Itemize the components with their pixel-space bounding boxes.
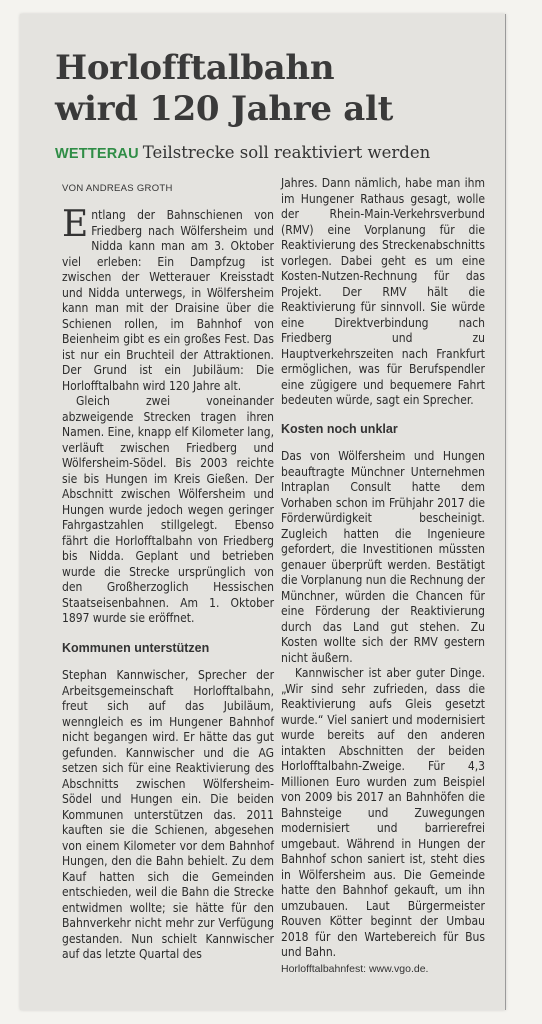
paragraph: Stephan Kannwischer, Sprecher der Arbeitsgemeinschaft Horlofftalbahn, freut sich auf das Jubiläum, wenngleich es im Hungener Bahnhof nicht begangen wird. Er hätte das gut gefunden. Kannwischer und die AG setzen sich für eine Reaktivierung des Abschnitts zwischen Wölfersheim-Södel und Hungen ein. Die beiden Kommunen unterstützen das. 2011 kauften sie die Schienen, abgesehen von einem Kilometer vor dem Bahnhof Hungen, den die Bahn behielt. Zu dem Kauf hatten sich die Gemeinden entschieden, weil die Bahn die Strecke entwidmen wollte; sie hätte für den Bahnverkehr nicht mehr zur Verfügung gestanden. Nun schielt Kannwischer auf das letzte Quartal des (62, 668, 274, 961)
subhead-kommunen: Kommunen unterstützen (62, 640, 210, 655)
column-rule (505, 14, 506, 1010)
drop-cap: E (62, 204, 89, 245)
kicker: WETTERAU (55, 146, 139, 162)
byline: VON ANDREAS GROTH (62, 183, 173, 194)
subheadline (55, 143, 430, 162)
paragraph: Gleich zwei voneinander abzweigende Strecken tragen ihren Namen. Eine, knapp elf Kilometer lang, verläuft zwischen Friedberg und Wölfersheim-Södel. Bis 2003 reichte sie bis Hungen im Kreis Gießen. Der Abschnitt zwischen Wölfersheim und Hungen wurde jedoch wegen geringer Fahrgastzahlen stillgelegt. Ebenso fährt die Horlofftalbahn von Friedberg bis Nidda. Geplant und betrieben wurde die Strecke ursprünglich von den Großherzoglich Hessischen Staatseisenbahnen. Am 1. Oktober 1897 wurde sie eröffnet. (62, 394, 274, 625)
headline-line-1: Horlofftalbahn (55, 48, 335, 88)
column-right (281, 176, 485, 977)
paragraph: Jahres. Dann nämlich, habe man ihm im Hungener Rathaus gesagt, wolle der Rhein-Main-Verkehrsverbund (RMV) eine Vorplanung für die Reaktivierung des Streckenabschnitts vorlegen. Dabei geht es um eine Kosten-Nutzen-Rechnung für das Projekt. Der RMV hält die Reaktivierung für sinnvoll. Sie würde eine Direktverbindung nach Friedberg und zu Hauptverkehrszeiten nach Frankfurt ermöglichen, was für Berufspendler eine zügigere und bequemere Fahrt bedeuten würde, sagt ein Sprecher. (281, 176, 485, 407)
subheadline-text: Teilstrecke soll reaktiviert werden (142, 143, 431, 162)
subhead-kosten: Kosten noch unklar (281, 421, 398, 436)
paragraph: Kannwischer ist aber guter Dinge. „Wir sind sehr zufrieden, dass die Reaktivierung aufs Gleis gesetzt wurde.“ Viel saniert und modernisiert wurde bereits auf den anderen intakten Abschnitten der beiden Horlofftalbahn-Zweige. Für 4,3 Millionen Euro wurden zum Beispiel von 2009 bis 2017 an Bahnhöfen die Bahnsteige und Zuwegungen modernisiert und barrierefrei umgebaut. Während in Hungen der Bahnhof schon saniert ist, steht dies in Wölfersheim aus. Die Gemeinde hatte den Bahnhof gekauft, um ihn umzubauen. Laut Bürgermeister Rouven Kötter beginnt der Umbau 2018 für den Wartebereich für Bus und Bahn. (281, 666, 485, 959)
headline-line-2: wird 120 Jahre alt (55, 89, 393, 129)
paragraph: Das von Wölfersheim und Hungen beauftragte Münchner Unternehmen Intraplan Consult hatte dem Vorhaben schon im Frühjahr 2017 die Förderwürdigkeit bescheinigt. Zugleich hatten die Ingenieure gefordert, die Investitionen müssten genauer überprüft werden. Bestätigt die Vorplanung nun die Rechnung der Münchner, würden die Chancen für eine Förderung der Reaktivierung durch das Land gut stehen. Zu Kosten wollte sich der RMV gestern nicht äußern. (281, 449, 485, 665)
headline (55, 48, 393, 130)
paragraph-text: ntlang der Bahnschienen von Friedberg nach Wölfersheim und Nidda kann man am 3. Oktober viel erleben: Ein Dampfzug ist zwischen der Wetterauer Kreisstadt und Nidda unterwegs, in Wölfersheim kann man mit der Draisine über die Schienen rollen, im Bahnhof von Beienheim gibt es ein großes Fest. Das ist nur ein Bruchteil der Attraktionen. Der Grund ist ein Jubiläum: Die Horlofftalbahn wird 120 Jahre alt. (62, 208, 274, 393)
paragraph (62, 204, 274, 394)
footer-link-note: Horlofftalbahnfest: www.vgo.de. (281, 962, 429, 975)
column-left (62, 204, 274, 963)
